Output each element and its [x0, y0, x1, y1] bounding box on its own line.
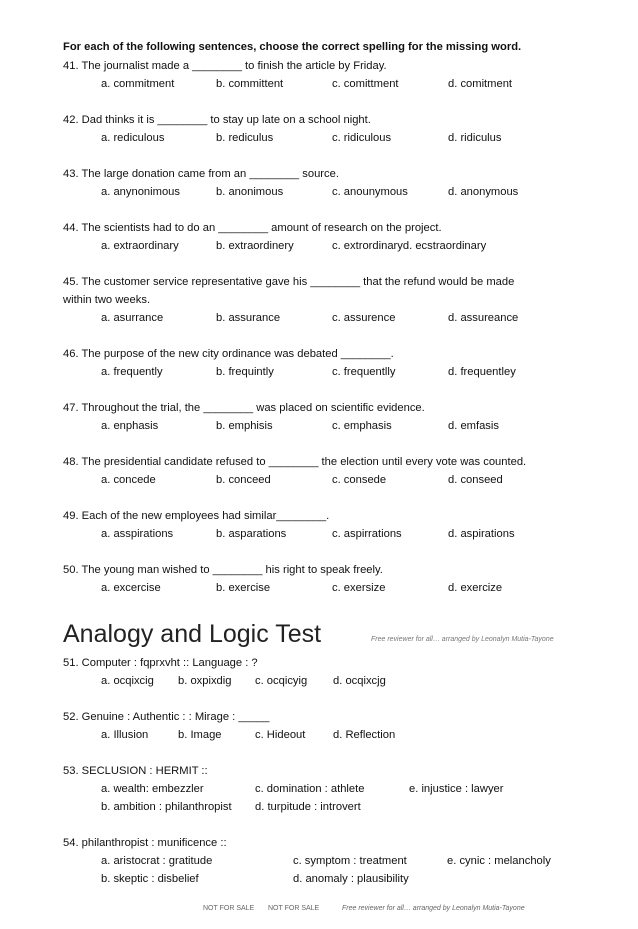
question-44: [63, 219, 583, 255]
question-stem: 46. The purpose of the new city ordinance was debated ________.: [63, 348, 394, 360]
answer-options: [63, 75, 583, 93]
option-b: b. assurance: [216, 312, 281, 324]
footer-not-for-sale: NOT FOR SALE: [268, 905, 320, 912]
option-b: b. ambition : philanthropist: [101, 801, 232, 813]
option-a: a. ocqixcig: [101, 675, 154, 687]
option-c: c. frequentlly: [332, 366, 396, 378]
option-a: a. concede: [101, 474, 156, 486]
option-b: b. exercise: [216, 582, 271, 594]
question-stem: 47. Throughout the trial, the ________ was placed on scientific evidence.: [63, 402, 425, 414]
option-a: a. extraordinary: [101, 240, 179, 252]
option-c: c. consede: [332, 474, 387, 486]
answer-options: [63, 183, 583, 201]
answer-options: [63, 471, 583, 489]
question-43: [63, 165, 583, 201]
option-d: d. aspirations: [448, 528, 515, 540]
option-b: b. extraordinery: [216, 240, 294, 252]
answer-options-row-2: [63, 870, 583, 888]
option-b: b. Image: [178, 729, 222, 741]
option-c: c. assurence: [332, 312, 396, 324]
option-d: d. ridiculus: [448, 132, 502, 144]
question-46: [63, 345, 583, 381]
option-a: a. asspirations: [101, 528, 174, 540]
option-b: b. emphisis: [216, 420, 273, 432]
answer-options: [63, 525, 583, 543]
option-d: d. anomaly : plausibility: [293, 873, 409, 885]
option-b: b. skeptic : disbelief: [101, 873, 199, 885]
answer-options-row-1: [63, 852, 583, 870]
option-d: d. emfasis: [448, 420, 499, 432]
answer-options: [63, 309, 583, 327]
question-42: [63, 111, 583, 147]
question-47: [63, 399, 583, 435]
answer-options-row-1: [63, 780, 583, 798]
option-c: c. ridiculous: [332, 132, 392, 144]
option-c: c. symptom : treatment: [293, 855, 407, 867]
option-a: a. wealth: embezzler: [101, 783, 204, 795]
option-c: c. extrordinaryd. ecstraordinary: [332, 240, 487, 252]
question-stem: 43. The large donation came from an ________ source.: [63, 168, 339, 180]
option-c: c. ocqicyig: [255, 675, 308, 687]
question-stem: 48. The presidential candidate refused to ________ the election until every vote was counted.: [63, 456, 527, 468]
question-stem: 42. Dad thinks it is ________ to stay up late on a school night.: [63, 114, 371, 126]
option-a: a. anynonimous: [101, 186, 180, 198]
question-stem: 49. Each of the new employees had similar________.: [63, 510, 330, 522]
option-b: b. frequintly: [216, 366, 274, 378]
question-51: [63, 654, 583, 690]
section-title: Analogy and Logic Test: [63, 620, 322, 648]
option-b: b. conceed: [216, 474, 271, 486]
option-c: c. anounymous: [332, 186, 408, 198]
option-d: d. anonymous: [448, 186, 519, 198]
answer-options: [63, 129, 583, 147]
option-d: d. Reflection: [333, 729, 396, 741]
question-stem: 53. SECLUSION : HERMIT ::: [63, 765, 208, 777]
option-b: b. committent: [216, 78, 284, 90]
option-b: b. rediculus: [216, 132, 274, 144]
option-c: c. comittment: [332, 78, 399, 90]
question-stem: 44. The scientists had to do an ________ amount of research on the project.: [63, 222, 442, 234]
option-c: c. aspirrations: [332, 528, 402, 540]
question-48: [63, 453, 583, 489]
question-53: [63, 762, 583, 816]
option-d: d. assureance: [448, 312, 519, 324]
option-a: a. aristocrat : gratitude: [101, 855, 213, 867]
footer-not-for-sale: NOT FOR SALE: [203, 905, 255, 912]
option-c: c. emphasis: [332, 420, 392, 432]
instructions: For each of the following sentences, choose the correct spelling for the missing word.: [63, 41, 522, 53]
option-a: a. rediculous: [101, 132, 165, 144]
question-stem: 41. The journalist made a ________ to finish the article by Friday.: [63, 60, 387, 72]
option-c: c. Hideout: [255, 729, 306, 741]
option-a: a. frequently: [101, 366, 163, 378]
option-c: c. exersize: [332, 582, 386, 594]
question-stem: 51. Computer : fqprxvht :: Language : ?: [63, 657, 258, 669]
question-50: [63, 561, 583, 597]
question-54: [63, 834, 583, 888]
question-stem: 50. The young man wished to ________ his right to speak freely.: [63, 564, 383, 576]
option-c: c. domination : athlete: [255, 783, 365, 795]
option-d: d. comitment: [448, 78, 513, 90]
option-a: a. commitment: [101, 78, 175, 90]
answer-options-row-2: [63, 798, 583, 816]
question-stem: 54. philanthropist : munificence ::: [63, 837, 227, 849]
option-e: e. cynic : melancholy: [447, 855, 551, 867]
option-a: a. Illusion: [101, 729, 149, 741]
header-note: Free reviewer for all… arranged by Leonalyn Mutia-Tayone: [371, 636, 554, 643]
option-a: a. enphasis: [101, 420, 159, 432]
option-d: d. frequentley: [448, 366, 516, 378]
option-d: d. exercize: [448, 582, 503, 594]
answer-options: [63, 726, 583, 744]
answer-options: [63, 363, 583, 381]
option-a: a. asurrance: [101, 312, 164, 324]
question-49: [63, 507, 583, 543]
question-stem: 52. Genuine : Authentic : : Mirage : _____: [63, 711, 270, 723]
answer-options: [63, 672, 583, 690]
question-stem: 45. The customer service representative gave his ________ that the refund would be made: [63, 276, 515, 288]
question-45: [63, 273, 583, 327]
question-stem-continued: within two weeks.: [63, 294, 151, 306]
question-52: [63, 708, 583, 744]
option-d: d. conseed: [448, 474, 503, 486]
option-b: b. oxpixdig: [178, 675, 232, 687]
option-b: b. asparations: [216, 528, 287, 540]
option-d: d. turpitude : introvert: [255, 801, 361, 813]
option-d: d. ocqixcjg: [333, 675, 386, 687]
option-b: b. anonimous: [216, 186, 284, 198]
answer-options: [63, 237, 583, 255]
footer-credit: Free reviewer for all… arranged by Leonalyn Mutia-Tayone: [342, 905, 525, 912]
question-41: [63, 57, 583, 93]
option-e: e. injustice : lawyer: [409, 783, 504, 795]
answer-options: [63, 417, 583, 435]
answer-options: [63, 579, 583, 597]
option-a: a. excercise: [101, 582, 161, 594]
